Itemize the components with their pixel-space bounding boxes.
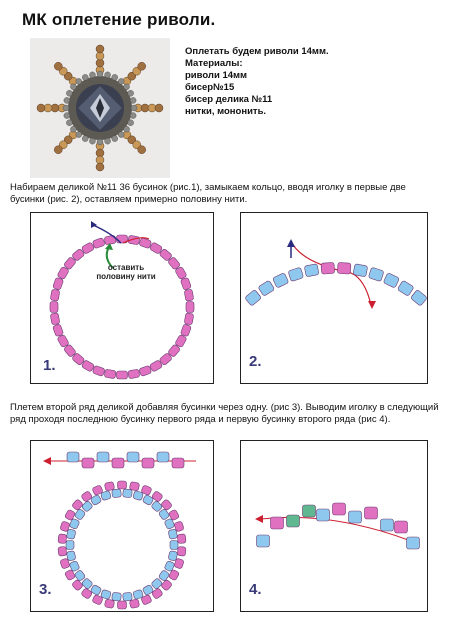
instruction-paragraph-1: Набираем деликой №11 36 бусинок (рис.1), замыкаем кольцо, вводя иголку в первые две бусинки (рис. 2), оставляем примерно половину нити. <box>10 182 406 205</box>
inner-blue-bead <box>74 508 86 520</box>
bead <box>410 289 427 306</box>
bead <box>397 280 414 296</box>
bead <box>337 262 351 274</box>
inner-blue-bead <box>123 489 133 498</box>
materials-line: Оплетать будем риволи 14мм. <box>185 46 329 57</box>
pink-bead <box>139 237 152 248</box>
figure-4-number: 4. <box>249 581 262 598</box>
pink-bead <box>104 369 116 379</box>
bead <box>321 262 335 274</box>
figure-3-diagram <box>31 441 213 611</box>
figure-3-number: 3. <box>39 581 52 598</box>
outer-pink-bead <box>118 601 127 609</box>
bead <box>82 458 94 468</box>
figure-4-diagram <box>241 441 427 611</box>
bead <box>365 507 378 519</box>
pink-bead <box>186 302 194 313</box>
bead <box>407 537 420 549</box>
inner-blue-bead <box>112 489 122 498</box>
outer-pink-bead <box>71 579 83 591</box>
pink-bead <box>52 277 63 290</box>
inner-blue-bead <box>151 578 163 590</box>
inner-blue-bead <box>112 592 122 601</box>
outer-pink-bead <box>129 599 139 609</box>
figure-3-panel <box>30 440 214 612</box>
bead <box>157 452 169 462</box>
inner-blue-bead <box>81 500 93 512</box>
pink-bead <box>117 371 128 379</box>
bead <box>127 452 139 462</box>
leave-thread-note: оставить половину нити <box>96 263 156 281</box>
pink-bead <box>128 369 140 379</box>
figure-1-number: 1. <box>43 357 56 374</box>
bead <box>395 521 408 533</box>
outer-pink-bead <box>118 481 127 489</box>
materials-line: бисер делика №11 <box>185 94 273 105</box>
bead <box>333 503 346 515</box>
figure-2-diagram <box>241 213 427 383</box>
figure-1-panel <box>30 212 214 384</box>
needle-arrow-icon <box>287 239 295 247</box>
pink-bead <box>92 365 105 376</box>
inner-blue-bead <box>74 570 86 582</box>
bead <box>97 452 109 462</box>
bead <box>271 517 284 529</box>
pink-bead <box>50 289 60 301</box>
materials-line: бисер№15 <box>185 82 235 93</box>
pink-bead <box>50 313 60 325</box>
bead <box>303 505 316 517</box>
bead <box>304 264 319 277</box>
outer-pink-bead <box>104 599 114 609</box>
outer-pink-bead <box>161 499 173 511</box>
figure-2-panel <box>240 212 428 384</box>
pink-bead <box>180 324 191 337</box>
rivoli-photo <box>30 38 170 178</box>
bead <box>272 273 288 288</box>
instruction-paragraph-2: Плетем второй ряд деликой добавляя бусинки через одну. (рис 3). Выводим иголку в следующий ряд проходя последнюю бусинку первого ряда и первую бусинку второго ряда (рис 4). <box>10 402 439 425</box>
bead <box>67 452 79 462</box>
bead <box>142 458 154 468</box>
bead <box>349 511 362 523</box>
materials-line: риволи 14мм <box>185 70 248 81</box>
figure-4-panel <box>240 440 428 612</box>
outer-pink-bead <box>161 579 173 591</box>
pink-bead <box>184 313 194 325</box>
materials-list <box>185 46 329 118</box>
figure-1-diagram <box>31 213 213 383</box>
materials-line: Материалы: <box>185 58 243 69</box>
pink-bead <box>52 324 63 337</box>
inner-blue-bead <box>151 500 163 512</box>
outer-pink-bead <box>177 546 186 556</box>
pink-bead <box>184 289 194 301</box>
outer-pink-bead <box>104 481 114 491</box>
thread-arrow-icon <box>368 301 376 309</box>
thread-arrow-icon <box>43 457 51 465</box>
bead <box>172 458 184 468</box>
outer-pink-bead <box>177 534 186 544</box>
bead <box>287 515 300 527</box>
inner-blue-bead <box>158 570 170 582</box>
page-title: МК оплетение риволи. <box>22 10 216 29</box>
thread-arrow-icon <box>255 515 263 523</box>
bead <box>245 289 262 306</box>
outer-pink-bead <box>58 534 67 544</box>
outer-pink-bead <box>71 499 83 511</box>
inner-blue-bead <box>81 578 93 590</box>
bead <box>368 267 384 281</box>
inner-blue-bead <box>158 508 170 520</box>
bead <box>381 519 394 531</box>
bead <box>383 273 399 288</box>
pink-bead <box>180 277 191 290</box>
materials-line: нитки, мононить. <box>185 106 267 117</box>
bead <box>257 535 270 547</box>
figure-2-number: 2. <box>249 353 262 370</box>
bead <box>258 280 275 296</box>
inner-blue-bead <box>170 541 178 550</box>
inner-blue-bead <box>66 541 74 550</box>
pink-bead <box>139 365 152 376</box>
pink-bead <box>92 237 105 248</box>
inner-blue-bead <box>123 592 133 601</box>
pink-bead <box>50 302 58 313</box>
outer-pink-bead <box>129 481 139 491</box>
rivoli-beadwork-image <box>30 38 170 178</box>
bead <box>317 509 330 521</box>
bead <box>353 264 368 277</box>
bead <box>112 458 124 468</box>
outer-pink-bead <box>58 546 67 556</box>
bead <box>288 267 304 281</box>
